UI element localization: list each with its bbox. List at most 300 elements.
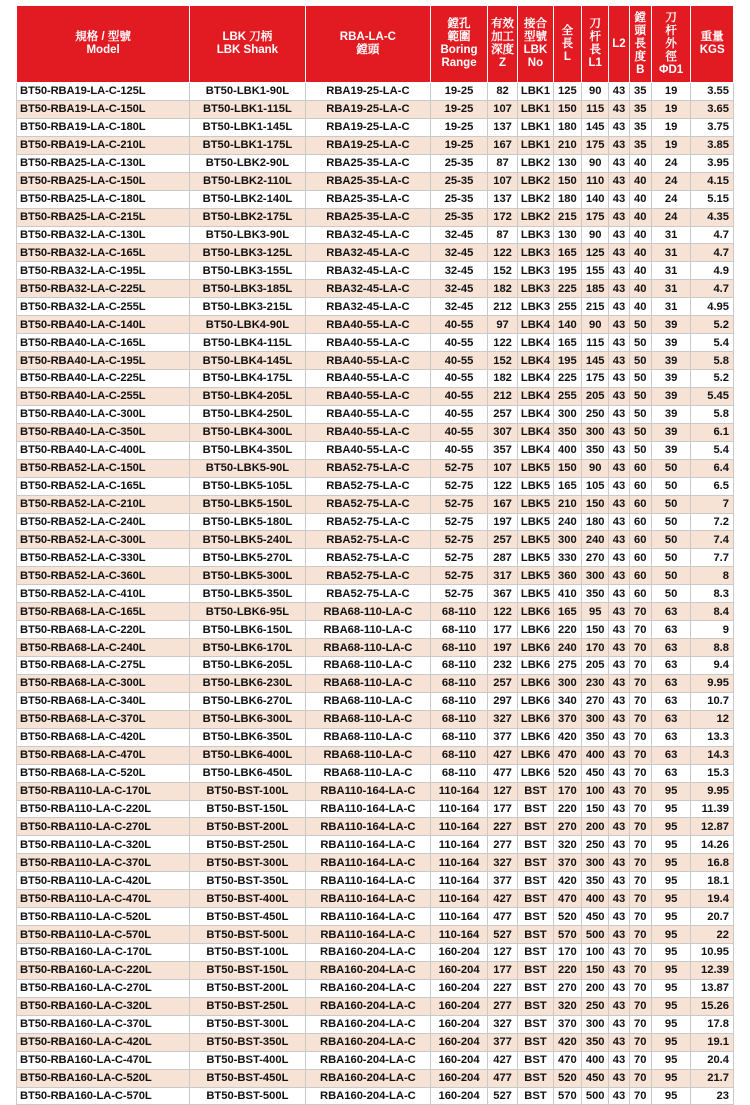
cell-lbk-no: LBK4: [518, 423, 553, 441]
cell-lbk-shank: BT50-LBK3-90L: [190, 226, 305, 244]
cell-model: BT50-RBA25-LA-C-150L: [17, 172, 190, 190]
cell-boring-head: RBA68-110-LA-C: [305, 603, 431, 621]
cell-effective-depth: 167: [487, 495, 517, 513]
cell-lbk-no: LBK5: [518, 477, 553, 495]
cell-total-length: 300: [553, 405, 581, 423]
table-row: [17, 836, 734, 854]
cell-weight: 7.4: [691, 531, 734, 549]
cell-boring-range: 68-110: [431, 603, 488, 621]
cell-boring-head: RBA68-110-LA-C: [305, 639, 431, 657]
cell-lbk-no: LBK3: [518, 298, 553, 316]
cell-lbk-no: BST: [518, 836, 553, 854]
cell-l2: 43: [609, 746, 629, 764]
cell-boring-range: 110-164: [431, 800, 488, 818]
cell-l2: 43: [609, 1069, 629, 1087]
cell-lbk-no: LBK1: [518, 100, 553, 118]
cell-weight: 3.75: [691, 118, 734, 136]
cell-model: BT50-RBA52-LA-C-150L: [17, 459, 190, 477]
cell-total-length: 300: [553, 674, 581, 692]
cell-l2: 43: [609, 226, 629, 244]
cell-effective-depth: 197: [487, 513, 517, 531]
cell-boring-range: 40-55: [431, 352, 488, 370]
cell-total-length: 570: [553, 1087, 581, 1105]
cell-l2: 43: [609, 800, 629, 818]
cell-lbk-shank: BT50-LBK4-350L: [190, 441, 305, 459]
cell-l2: 43: [609, 244, 629, 262]
cell-lbk-no: LBK6: [518, 621, 553, 639]
cell-effective-depth: 107: [487, 172, 517, 190]
header-l2: [609, 6, 629, 83]
cell-bar-diameter: 19: [651, 83, 690, 101]
cell-head-length: 70: [629, 944, 651, 962]
cell-bar-diameter: 95: [651, 836, 690, 854]
cell-weight: 15.26: [691, 997, 734, 1015]
cell-head-length: 50: [629, 441, 651, 459]
cell-l2: 43: [609, 836, 629, 854]
cell-total-length: 165: [553, 477, 581, 495]
cell-head-length: 60: [629, 495, 651, 513]
cell-lbk-shank: BT50-BST-300L: [190, 1015, 305, 1033]
cell-lbk-no: LBK6: [518, 728, 553, 746]
cell-effective-depth: 137: [487, 190, 517, 208]
cell-boring-range: 68-110: [431, 639, 488, 657]
table-row: [17, 621, 734, 639]
cell-boring-range: 32-45: [431, 262, 488, 280]
header-line: 全: [561, 24, 574, 37]
table-row: [17, 818, 734, 836]
cell-head-length: 70: [629, 1069, 651, 1087]
cell-model: BT50-RBA160-LA-C-470L: [17, 1051, 190, 1069]
cell-model: BT50-RBA68-LA-C-220L: [17, 621, 190, 639]
cell-weight: 21.7: [691, 1069, 734, 1087]
cell-lbk-no: LBK5: [518, 585, 553, 603]
header-lbk-no: [518, 6, 553, 83]
cell-effective-depth: 277: [487, 997, 517, 1015]
cell-boring-head: RBA68-110-LA-C: [305, 621, 431, 639]
header-line: Model: [86, 44, 120, 56]
cell-model: BT50-RBA25-LA-C-180L: [17, 190, 190, 208]
cell-model: BT50-RBA160-LA-C-420L: [17, 1033, 190, 1051]
cell-boring-range: 68-110: [431, 621, 488, 639]
cell-bar-diameter: 50: [651, 477, 690, 495]
cell-model: BT50-RBA110-LA-C-520L: [17, 908, 190, 926]
table-row: [17, 1087, 734, 1105]
cell-model: BT50-RBA110-LA-C-420L: [17, 872, 190, 890]
cell-model: BT50-RBA52-LA-C-330L: [17, 549, 190, 567]
header-line: 刀: [589, 18, 601, 30]
header-lbk-shank: [190, 6, 305, 83]
cell-l2: 43: [609, 657, 629, 675]
cell-lbk-shank: BT50-LBK4-205L: [190, 387, 305, 405]
cell-lbk-shank: BT50-BST-150L: [190, 800, 305, 818]
cell-lbk-no: BST: [518, 800, 553, 818]
cell-bar-length: 350: [582, 1033, 609, 1051]
cell-effective-depth: 527: [487, 1087, 517, 1105]
table-row: [17, 83, 734, 101]
cell-bar-diameter: 39: [651, 352, 690, 370]
header-line: 規格 / 型號: [75, 31, 131, 43]
cell-head-length: 70: [629, 710, 651, 728]
cell-boring-range: 32-45: [431, 244, 488, 262]
cell-weight: 8.8: [691, 639, 734, 657]
cell-boring-head: RBA52-75-LA-C: [305, 549, 431, 567]
cell-total-length: 240: [553, 513, 581, 531]
header-line: Range: [441, 57, 477, 69]
cell-bar-diameter: 95: [651, 1033, 690, 1051]
cell-weight: 3.55: [691, 83, 734, 101]
cell-total-length: 240: [553, 639, 581, 657]
cell-bar-diameter: 63: [651, 603, 690, 621]
cell-lbk-shank: BT50-LBK5-180L: [190, 513, 305, 531]
cell-model: BT50-RBA32-LA-C-255L: [17, 298, 190, 316]
cell-bar-diameter: 95: [651, 908, 690, 926]
cell-effective-depth: 227: [487, 979, 517, 997]
cell-boring-head: RBA32-45-LA-C: [305, 244, 431, 262]
cell-total-length: 370: [553, 854, 581, 872]
header-line: 鏜孔: [447, 18, 471, 30]
cell-weight: 23: [691, 1087, 734, 1105]
cell-lbk-no: LBK6: [518, 674, 553, 692]
cell-head-length: 50: [629, 352, 651, 370]
cell-weight: 15.3: [691, 764, 734, 782]
cell-head-length: 70: [629, 639, 651, 657]
cell-effective-depth: 87: [487, 154, 517, 172]
cell-bar-diameter: 31: [651, 280, 690, 298]
cell-effective-depth: 277: [487, 836, 517, 854]
cell-lbk-shank: BT50-LBK6-350L: [190, 728, 305, 746]
table-row: [17, 657, 734, 675]
cell-boring-head: RBA68-110-LA-C: [305, 764, 431, 782]
cell-bar-diameter: 63: [651, 746, 690, 764]
cell-bar-length: 250: [582, 405, 609, 423]
cell-effective-depth: 167: [487, 136, 517, 154]
table-row: [17, 118, 734, 136]
cell-total-length: 370: [553, 1015, 581, 1033]
cell-lbk-shank: BT50-LBK2-90L: [190, 154, 305, 172]
cell-l2: 43: [609, 1051, 629, 1069]
cell-weight: 20.7: [691, 908, 734, 926]
cell-weight: 10.7: [691, 692, 734, 710]
cell-boring-range: 52-75: [431, 477, 488, 495]
cell-bar-length: 500: [582, 1087, 609, 1105]
cell-bar-length: 145: [582, 118, 609, 136]
cell-bar-diameter: 95: [651, 944, 690, 962]
cell-model: BT50-RBA68-LA-C-240L: [17, 639, 190, 657]
cell-boring-range: 40-55: [431, 405, 488, 423]
cell-total-length: 195: [553, 262, 581, 280]
cell-weight: 8.4: [691, 603, 734, 621]
cell-bar-diameter: 95: [651, 961, 690, 979]
table-row: [17, 531, 734, 549]
cell-effective-depth: 307: [487, 423, 517, 441]
cell-l2: 43: [609, 782, 629, 800]
cell-weight: 7.7: [691, 549, 734, 567]
cell-boring-range: 25-35: [431, 154, 488, 172]
cell-model: BT50-RBA40-LA-C-140L: [17, 316, 190, 334]
cell-head-length: 70: [629, 1033, 651, 1051]
header-line: LBK Shank: [216, 44, 279, 56]
cell-model: BT50-RBA110-LA-C-470L: [17, 890, 190, 908]
cell-boring-range: 68-110: [431, 710, 488, 728]
cell-lbk-shank: BT50-LBK6-450L: [190, 764, 305, 782]
cell-bar-diameter: 63: [651, 764, 690, 782]
table-row: [17, 477, 734, 495]
cell-bar-length: 250: [582, 836, 609, 854]
cell-effective-depth: 377: [487, 728, 517, 746]
cell-total-length: 150: [553, 459, 581, 477]
cell-effective-depth: 172: [487, 208, 517, 226]
cell-effective-depth: 377: [487, 872, 517, 890]
cell-lbk-shank: BT50-BST-200L: [190, 979, 305, 997]
cell-head-length: 50: [629, 423, 651, 441]
cell-model: BT50-RBA25-LA-C-130L: [17, 154, 190, 172]
cell-head-length: 60: [629, 459, 651, 477]
cell-boring-range: 110-164: [431, 908, 488, 926]
cell-l2: 43: [609, 405, 629, 423]
cell-effective-depth: 477: [487, 764, 517, 782]
cell-boring-head: RBA32-45-LA-C: [305, 298, 431, 316]
cell-lbk-shank: BT50-LBK5-150L: [190, 495, 305, 513]
table-row: [17, 387, 734, 405]
cell-lbk-shank: BT50-LBK6-230L: [190, 674, 305, 692]
cell-l2: 43: [609, 639, 629, 657]
header-line: 有效: [491, 18, 515, 30]
cell-l2: 43: [609, 280, 629, 298]
cell-head-length: 70: [629, 872, 651, 890]
cell-weight: 3.95: [691, 154, 734, 172]
header-line: 長: [589, 44, 601, 56]
cell-effective-depth: 327: [487, 854, 517, 872]
cell-head-length: 50: [629, 370, 651, 388]
cell-total-length: 370: [553, 710, 581, 728]
cell-weight: 4.15: [691, 172, 734, 190]
cell-total-length: 225: [553, 370, 581, 388]
cell-total-length: 170: [553, 782, 581, 800]
cell-effective-depth: 82: [487, 83, 517, 101]
cell-head-length: 35: [629, 83, 651, 101]
cell-boring-head: RBA110-164-LA-C: [305, 800, 431, 818]
header-boring-range: [431, 6, 488, 83]
table-row: [17, 692, 734, 710]
cell-boring-range: 19-25: [431, 136, 488, 154]
header-line: 鏜: [634, 11, 646, 24]
table-row: [17, 1051, 734, 1069]
cell-boring-range: 40-55: [431, 334, 488, 352]
cell-boring-range: 160-204: [431, 1051, 488, 1069]
header-line: No: [527, 57, 544, 69]
cell-lbk-shank: BT50-BST-350L: [190, 1033, 305, 1051]
header-boring-head: [305, 6, 431, 83]
cell-bar-length: 205: [582, 387, 609, 405]
cell-weight: 4.7: [691, 244, 734, 262]
cell-weight: 10.95: [691, 944, 734, 962]
cell-model: BT50-RBA110-LA-C-270L: [17, 818, 190, 836]
cell-head-length: 70: [629, 782, 651, 800]
cell-boring-head: RBA40-55-LA-C: [305, 352, 431, 370]
cell-lbk-shank: BT50-LBK4-250L: [190, 405, 305, 423]
cell-boring-range: 68-110: [431, 764, 488, 782]
cell-lbk-shank: BT50-BST-450L: [190, 1069, 305, 1087]
cell-weight: 5.8: [691, 352, 734, 370]
cell-lbk-no: BST: [518, 890, 553, 908]
cell-weight: 9: [691, 621, 734, 639]
cell-l2: 43: [609, 387, 629, 405]
cell-l2: 43: [609, 908, 629, 926]
cell-l2: 43: [609, 172, 629, 190]
cell-lbk-no: LBK5: [518, 531, 553, 549]
cell-head-length: 70: [629, 961, 651, 979]
table-row: [17, 513, 734, 531]
cell-bar-length: 90: [582, 83, 609, 101]
table-row: [17, 298, 734, 316]
cell-l2: 43: [609, 961, 629, 979]
cell-lbk-shank: BT50-BST-500L: [190, 926, 305, 944]
cell-total-length: 470: [553, 746, 581, 764]
cell-model: BT50-RBA68-LA-C-370L: [17, 710, 190, 728]
table-row: [17, 997, 734, 1015]
cell-l2: 43: [609, 154, 629, 172]
cell-effective-depth: 177: [487, 961, 517, 979]
cell-head-length: 35: [629, 136, 651, 154]
header-line: 深度: [491, 44, 515, 56]
cell-bar-length: 400: [582, 890, 609, 908]
cell-bar-length: 175: [582, 208, 609, 226]
header-line: 鏜頭: [356, 44, 380, 56]
cell-bar-diameter: 50: [651, 459, 690, 477]
table-row: [17, 872, 734, 890]
cell-head-length: 50: [629, 387, 651, 405]
cell-weight: 5.15: [691, 190, 734, 208]
cell-lbk-no: LBK4: [518, 370, 553, 388]
cell-effective-depth: 177: [487, 800, 517, 818]
cell-bar-length: 300: [582, 1015, 609, 1033]
table-row: [17, 908, 734, 926]
cell-l2: 43: [609, 872, 629, 890]
cell-boring-head: RBA110-164-LA-C: [305, 782, 431, 800]
cell-boring-head: RBA68-110-LA-C: [305, 728, 431, 746]
cell-l2: 43: [609, 764, 629, 782]
cell-bar-length: 180: [582, 513, 609, 531]
header-bar-diameter: [651, 6, 690, 83]
cell-total-length: 180: [553, 190, 581, 208]
cell-lbk-no: BST: [518, 1051, 553, 1069]
table-row: [17, 459, 734, 477]
cell-effective-depth: 127: [487, 944, 517, 962]
cell-effective-depth: 257: [487, 531, 517, 549]
cell-total-length: 165: [553, 603, 581, 621]
cell-effective-depth: 527: [487, 926, 517, 944]
cell-weight: 4.35: [691, 208, 734, 226]
cell-bar-length: 300: [582, 854, 609, 872]
cell-weight: 5.4: [691, 441, 734, 459]
cell-model: BT50-RBA52-LA-C-240L: [17, 513, 190, 531]
cell-boring-range: 25-35: [431, 208, 488, 226]
cell-weight: 16.8: [691, 854, 734, 872]
cell-lbk-no: LBK4: [518, 387, 553, 405]
cell-boring-head: RBA160-204-LA-C: [305, 1051, 431, 1069]
cell-boring-head: RBA160-204-LA-C: [305, 1015, 431, 1033]
cell-boring-range: 25-35: [431, 172, 488, 190]
cell-effective-depth: 377: [487, 1033, 517, 1051]
cell-head-length: 40: [629, 190, 651, 208]
header-line: L: [563, 50, 571, 63]
cell-boring-range: 52-75: [431, 585, 488, 603]
cell-total-length: 255: [553, 298, 581, 316]
cell-boring-range: 32-45: [431, 280, 488, 298]
cell-boring-range: 52-75: [431, 567, 488, 585]
cell-total-length: 520: [553, 1069, 581, 1087]
cell-weight: 9.95: [691, 674, 734, 692]
cell-boring-head: RBA160-204-LA-C: [305, 944, 431, 962]
cell-model: BT50-RBA52-LA-C-410L: [17, 585, 190, 603]
cell-boring-head: RBA40-55-LA-C: [305, 316, 431, 334]
table-row: [17, 1069, 734, 1087]
cell-bar-diameter: 95: [651, 1069, 690, 1087]
cell-boring-head: RBA52-75-LA-C: [305, 513, 431, 531]
cell-head-length: 40: [629, 154, 651, 172]
cell-bar-length: 140: [582, 190, 609, 208]
cell-effective-depth: 182: [487, 370, 517, 388]
cell-boring-range: 160-204: [431, 1033, 488, 1051]
cell-total-length: 320: [553, 997, 581, 1015]
cell-bar-diameter: 63: [651, 657, 690, 675]
header-line: 徑: [665, 50, 677, 63]
table-row: [17, 854, 734, 872]
table-row: [17, 226, 734, 244]
header-line: 接合: [523, 18, 547, 30]
table-row: [17, 100, 734, 118]
cell-head-length: 70: [629, 692, 651, 710]
header-line: 重量: [700, 31, 724, 43]
cell-head-length: 35: [629, 118, 651, 136]
cell-lbk-shank: BT50-BST-250L: [190, 836, 305, 854]
cell-lbk-shank: BT50-LBK4-300L: [190, 423, 305, 441]
cell-total-length: 470: [553, 890, 581, 908]
cell-bar-length: 90: [582, 316, 609, 334]
cell-lbk-shank: BT50-BST-400L: [190, 1051, 305, 1069]
cell-boring-head: RBA40-55-LA-C: [305, 334, 431, 352]
cell-bar-length: 100: [582, 944, 609, 962]
cell-effective-depth: 107: [487, 459, 517, 477]
cell-weight: 4.95: [691, 298, 734, 316]
cell-bar-diameter: 63: [651, 692, 690, 710]
cell-bar-diameter: 39: [651, 405, 690, 423]
cell-l2: 43: [609, 441, 629, 459]
cell-lbk-no: LBK4: [518, 352, 553, 370]
table-row: [17, 639, 734, 657]
cell-l2: 43: [609, 334, 629, 352]
cell-model: BT50-RBA110-LA-C-370L: [17, 854, 190, 872]
cell-boring-head: RBA32-45-LA-C: [305, 262, 431, 280]
cell-bar-diameter: 95: [651, 1087, 690, 1105]
cell-bar-length: 150: [582, 961, 609, 979]
cell-total-length: 520: [553, 908, 581, 926]
cell-model: BT50-RBA160-LA-C-170L: [17, 944, 190, 962]
cell-model: BT50-RBA19-LA-C-150L: [17, 100, 190, 118]
cell-head-length: 40: [629, 244, 651, 262]
cell-head-length: 70: [629, 1015, 651, 1033]
cell-total-length: 270: [553, 818, 581, 836]
cell-weight: 3.65: [691, 100, 734, 118]
cell-total-length: 210: [553, 495, 581, 513]
cell-model: BT50-RBA110-LA-C-220L: [17, 800, 190, 818]
cell-lbk-no: LBK6: [518, 657, 553, 675]
cell-total-length: 410: [553, 585, 581, 603]
cell-bar-diameter: 95: [651, 872, 690, 890]
cell-lbk-shank: BT50-LBK6-150L: [190, 621, 305, 639]
cell-bar-diameter: 31: [651, 244, 690, 262]
cell-head-length: 70: [629, 890, 651, 908]
